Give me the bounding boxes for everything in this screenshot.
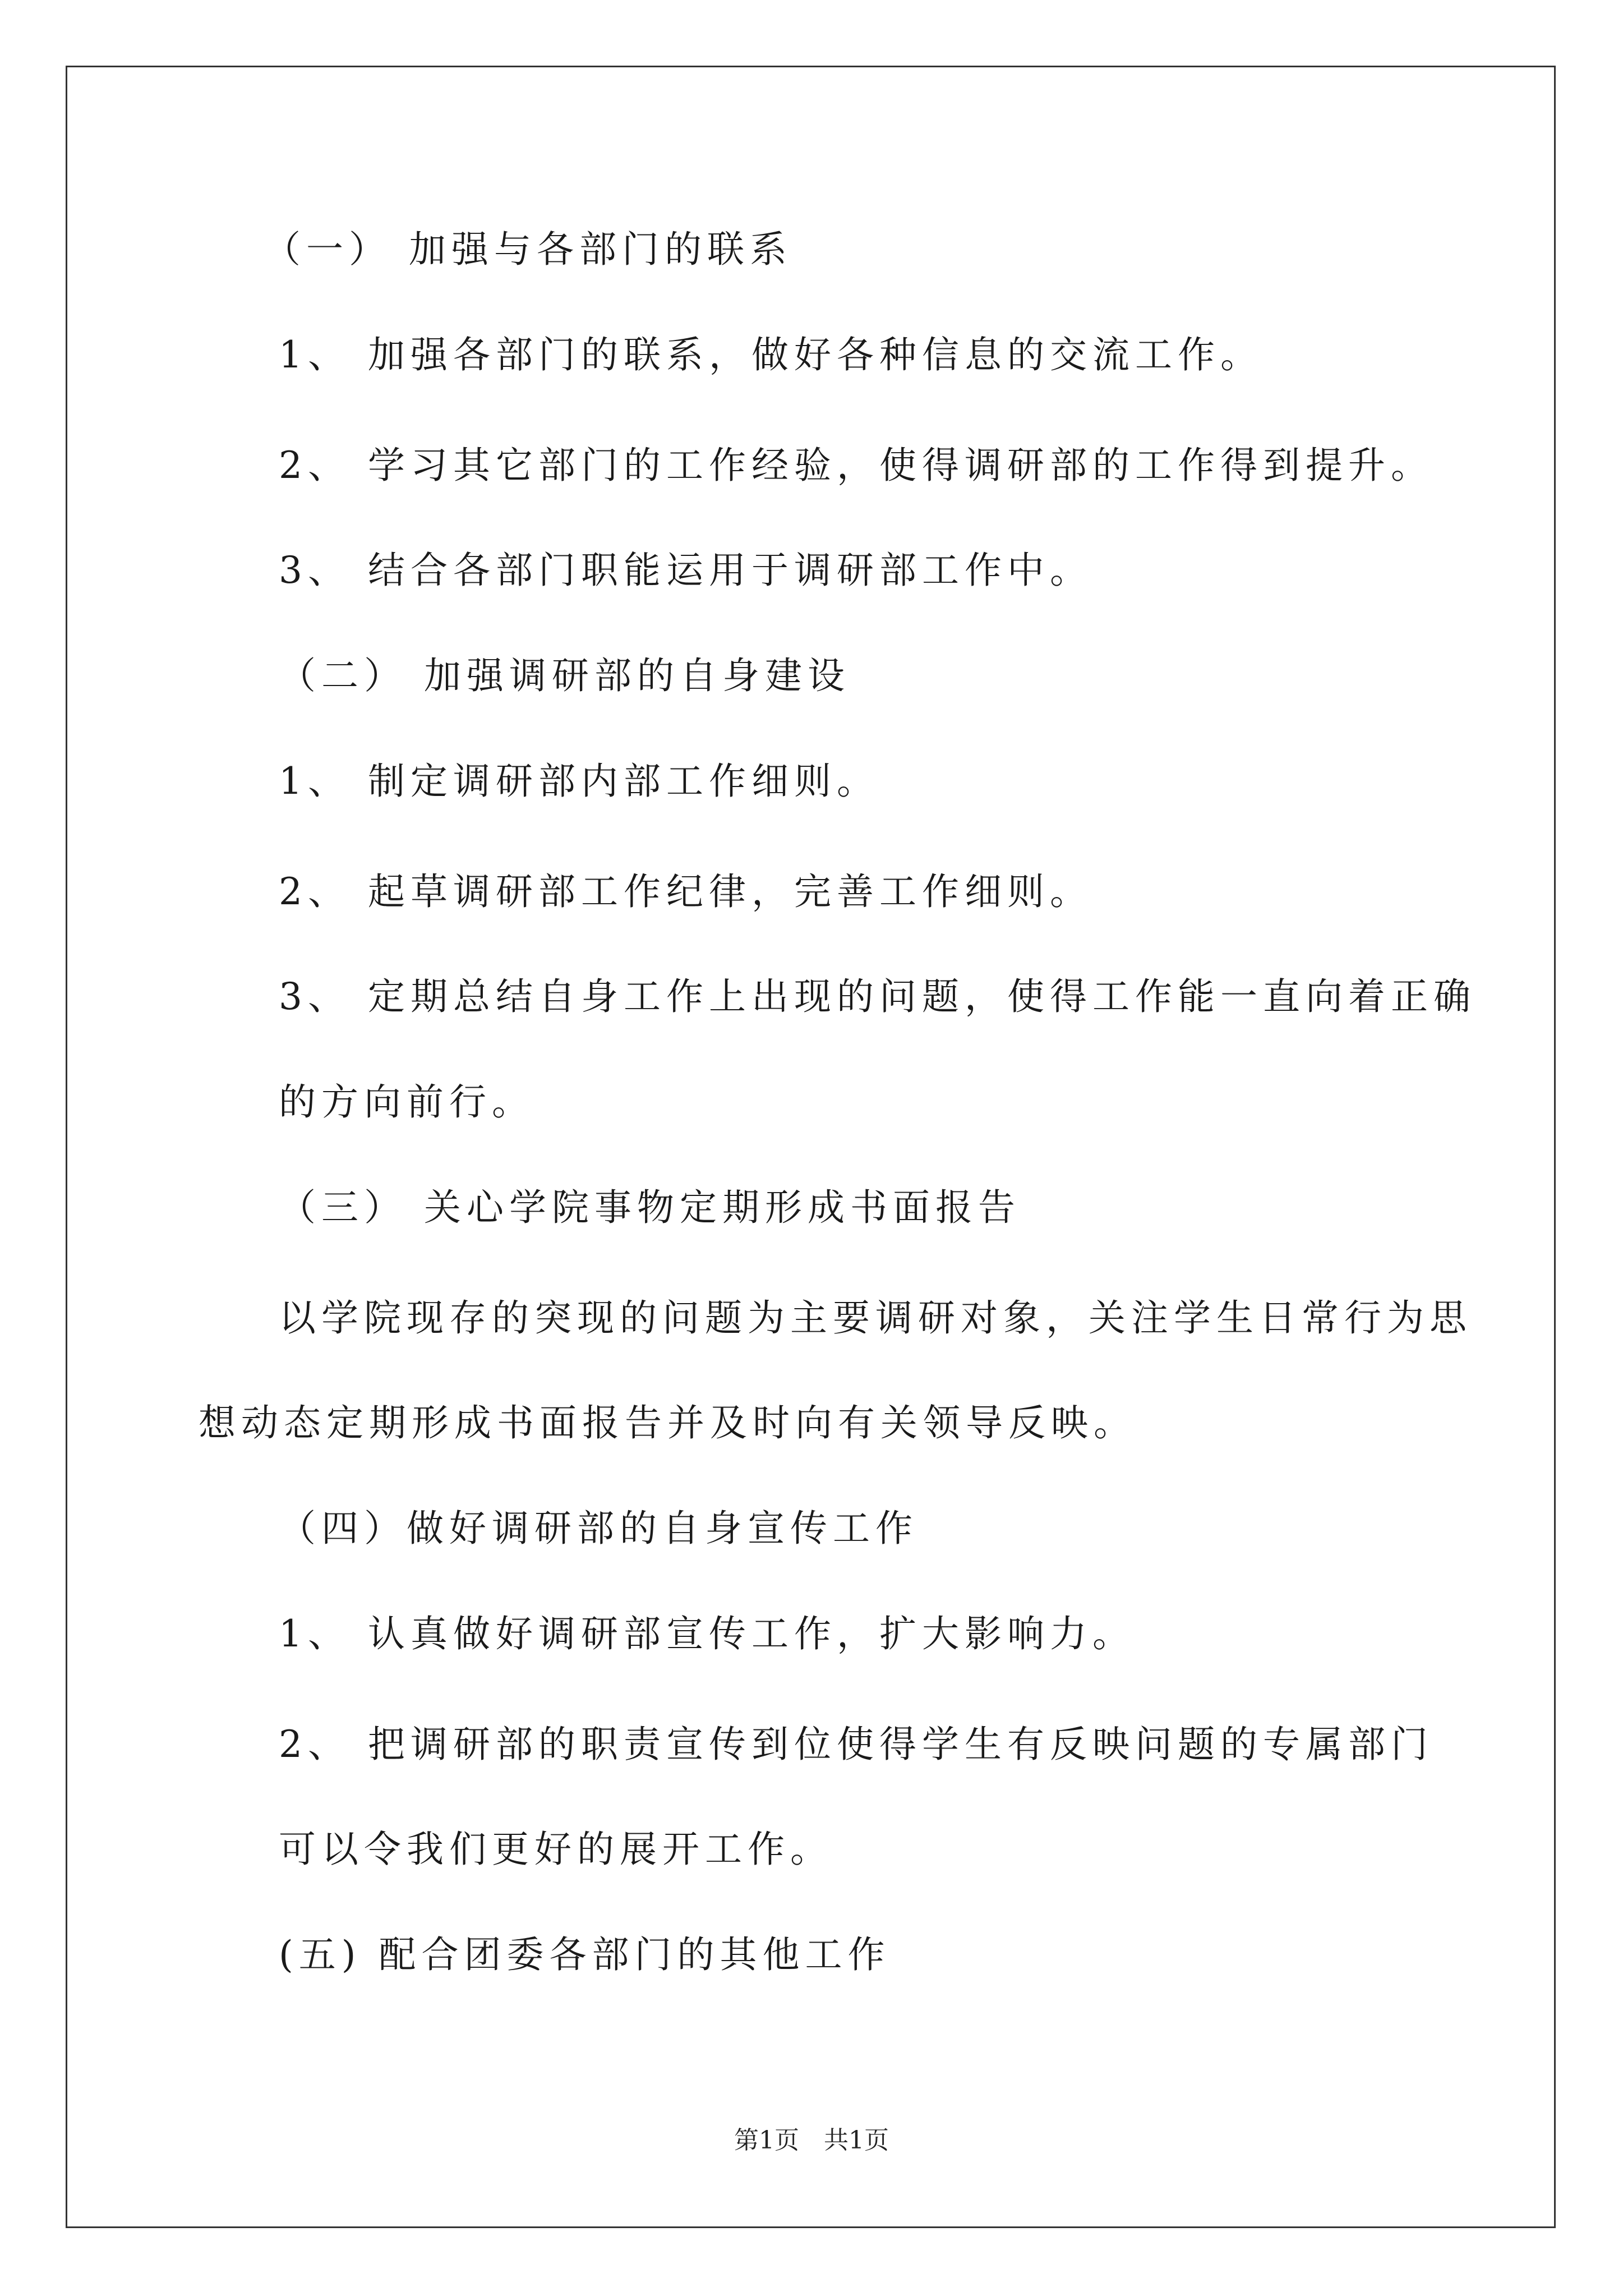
list-item-continuation: 的方向前行。 — [279, 1080, 534, 1124]
page-border — [66, 66, 1556, 2228]
list-item: 1、 加强各部门的联系，做好各种信息的交流工作。 — [279, 333, 1263, 376]
list-item: 1、 制定调研部内部工作细则。 — [279, 760, 879, 803]
page-number: 第1页 共1页 — [734, 2126, 889, 2155]
list-item: 3、 定期总结自身工作上出现的问题，使得工作能一直向着正确 — [279, 975, 1476, 1018]
list-item: 1、 认真做好调研部宣传工作，扩大影响力。 — [279, 1612, 1135, 1655]
section-heading-5: (五) 配合团委各部门的其他工作 — [279, 1933, 891, 1976]
section-heading-1: （一） 加强与各部门的联系 — [264, 228, 792, 271]
list-item: 2、 学习其它部门的工作经验，使得调研部的工作得到提升。 — [279, 444, 1433, 487]
list-item: 2、 把调研部的职责宣传到位使得学生有反映问题的专属部门 — [279, 1723, 1433, 1766]
list-item: 3、 结合各部门职能运用于调研部工作中。 — [279, 549, 1092, 592]
list-item: 2、 起草调研部工作纪律，完善工作细则。 — [279, 870, 1092, 913]
list-item-continuation: 可以令我们更好的展开工作。 — [279, 1828, 833, 1871]
paragraph-line: 想动态定期形成书面报告并及时向有关领导反映。 — [199, 1401, 1136, 1444]
section-heading-2: （二） 加强调研部的自身建设 — [279, 654, 850, 697]
paragraph-line: 以学院现存的突现的问题为主要调研对象，关注学生日常行为思 — [279, 1296, 1472, 1340]
section-heading-3: （三） 关心学院事物定期形成书面报告 — [279, 1186, 1021, 1229]
section-heading-4: （四）做好调研部的自身宣传工作 — [279, 1507, 918, 1550]
